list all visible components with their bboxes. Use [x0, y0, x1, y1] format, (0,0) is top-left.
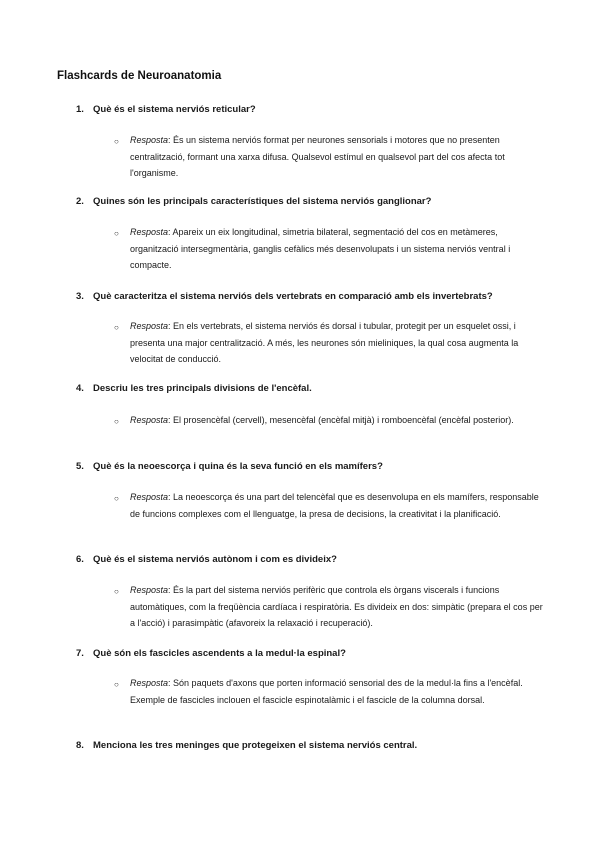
question-text: Què és el sistema nerviós reticular?: [93, 104, 256, 115]
bullet-icon: ○: [114, 323, 119, 332]
question-number: 3.: [76, 291, 84, 302]
answer-body: El prosencèfal (cervell), mesencèfal (encèfal mitjà) i romboencèfal (encèfal posterior).: [170, 415, 514, 425]
answer-body: En els vertebrats, el sistema nerviós és dorsal i tubular, protegit per un esquelet ossi, i presenta una major centralització. A més, les neurones són mieliniques, la qual cosa augmenta la velocitat de conducció.: [130, 321, 519, 364]
bullet-icon: ○: [114, 494, 119, 503]
answer-separator: :: [168, 492, 171, 502]
answer-text: [130, 582, 545, 632]
bullet-icon: ○: [114, 417, 119, 426]
answer-separator: :: [168, 135, 171, 145]
answer-label: Resposta: [130, 415, 169, 425]
answer-text: [130, 224, 545, 274]
answer-body: La neoescorça és una part del telencèfal que es desenvolupa en els mamífers, responsable de funcions complexes com el llenguatge, la presa de decisions, la creativitat i la planificació.: [130, 492, 539, 519]
question-number: 5.: [76, 461, 84, 472]
question-number: 8.: [76, 740, 84, 751]
question-number: 6.: [76, 554, 84, 565]
question-number: 4.: [76, 383, 84, 394]
bullet-icon: ○: [114, 587, 119, 596]
answer-text: [130, 318, 545, 368]
question-text: Quines són les principals característiques del sistema nerviós ganglionar?: [93, 196, 432, 207]
answer-separator: :: [168, 415, 171, 425]
answer-text: [130, 412, 545, 429]
question-text: Què és el sistema nerviós autònom i com es divideix?: [93, 554, 337, 565]
answer-separator: :: [168, 678, 171, 688]
answer-body: És un sistema nerviós format per neurones sensorials i motores que no presenten centralització, formant una xarxa difusa. Qualsevol estímul en qualsevol part del cos afecta tot l'organisme.: [130, 135, 505, 178]
answer-text: [130, 132, 545, 182]
answer-label: Resposta: [130, 135, 169, 145]
question-text: Què caracteritza el sistema nerviós dels vertebrats en comparació amb els invertebrats?: [93, 291, 493, 302]
question-text: Què és la neoescorça i quina és la seva funció en els mamífers?: [93, 461, 383, 472]
bullet-icon: ○: [114, 137, 119, 146]
answer-separator: :: [168, 227, 171, 237]
answer-separator: :: [168, 585, 171, 595]
answer-body: Apareix un eix longitudinal, simetria bilateral, segmentació del cos en metàmeres, organització intersegmentària, ganglis cefàlics més desenvolupats i un sistema nerviós ventral i compacte.: [130, 227, 511, 270]
bullet-icon: ○: [114, 680, 119, 689]
answer-label: Resposta: [130, 678, 169, 688]
question-text: Què són els fascicles ascendents a la medul·la espinal?: [93, 648, 346, 659]
answer-body: És la part del sistema nerviós perifèric que controla els òrgans viscerals i funcions automàtiques, com la freqüència cardíaca i respiratòria. Es divideix en dos: simpàtic (prepara el cos per a l'acció) i parasimpàtic (afavoreix la relaxació i recuperació).: [130, 585, 543, 628]
answer-label: Resposta: [130, 227, 169, 237]
answer-label: Resposta: [130, 585, 169, 595]
question-number: 7.: [76, 648, 84, 659]
answer-text: [130, 675, 545, 708]
answer-separator: :: [168, 321, 171, 331]
question-number: 2.: [76, 196, 84, 207]
answer-body: Són paquets d'axons que porten informació sensorial des de la medul·la fins a l'encèfal. Exemple de fascicles inclouen el fascicle espinotalàmic i el fascicle de la columna dorsal.: [130, 678, 523, 705]
bullet-icon: ○: [114, 229, 119, 238]
question-text: Descriu les tres principals divisions de l'encèfal.: [93, 383, 312, 394]
answer-label: Resposta: [130, 492, 169, 502]
answer-text: [130, 489, 545, 522]
question-number: 1.: [76, 104, 84, 115]
answer-label: Resposta: [130, 321, 169, 331]
page-title: Flashcards de Neuroanatomia: [57, 70, 222, 82]
question-text: Menciona les tres meninges que protegeixen el sistema nerviós central.: [93, 740, 418, 751]
